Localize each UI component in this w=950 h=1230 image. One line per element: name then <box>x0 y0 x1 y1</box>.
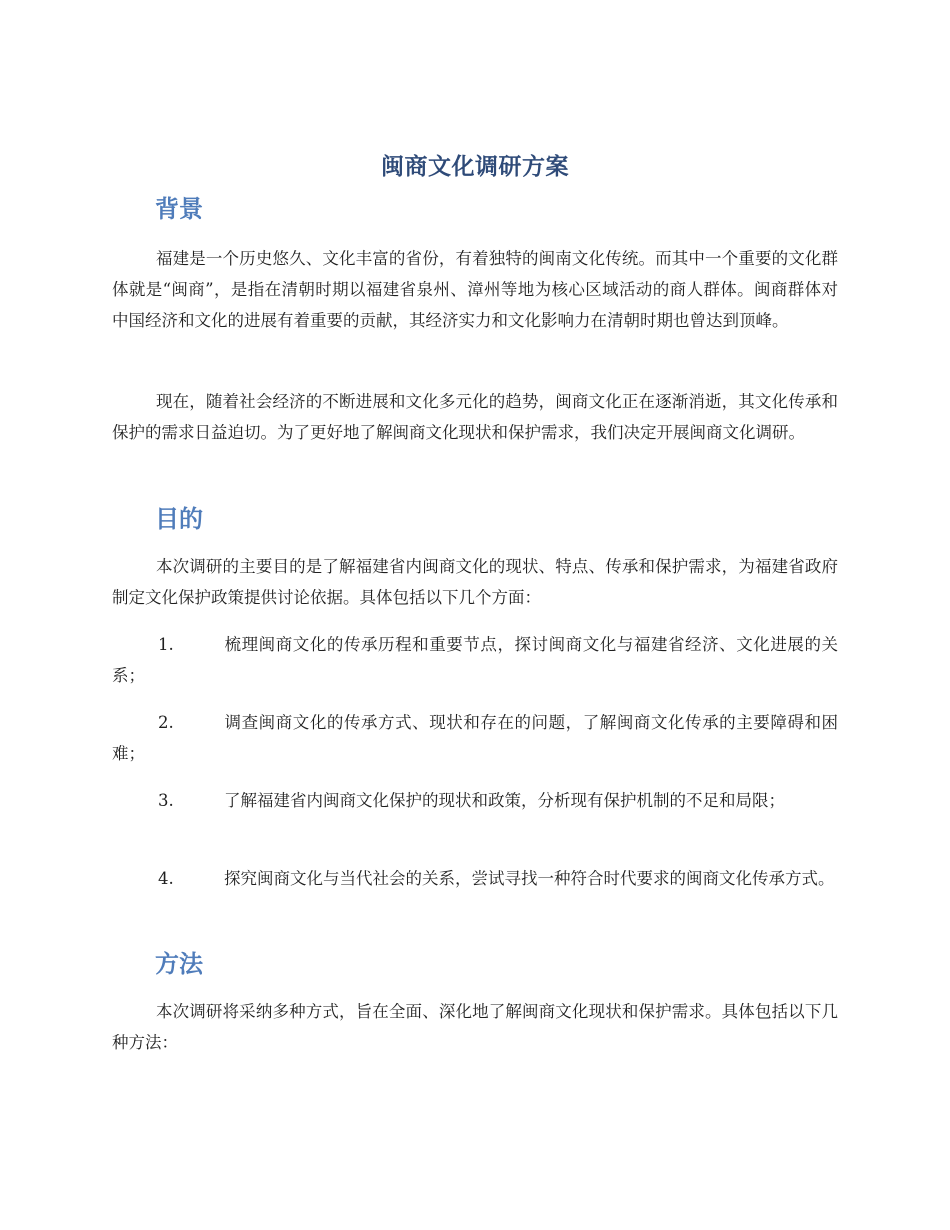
heading-purpose: 目的 <box>155 505 203 533</box>
method-intro: 本次调研将采纳多种方式，旨在全面、深化地了解闽商文化现状和保护需求。具体包括以下几种方法： <box>112 1002 838 1052</box>
list-text: 了解福建省内闽商文化保护的现状和政策，分析现有保护机制的不足和局限； <box>224 791 785 810</box>
list-text: 探究闽商文化与当代社会的关系，尝试寻找一种符合时代要求的闽商文化传承方式。 <box>224 869 835 888</box>
purpose-list-item <box>112 629 838 691</box>
background-paragraph-1: 福建是一个历史悠久、文化丰富的省份，有着独特的闽南文化传统。而其中一个重要的文化群体就是“闽商”，是指在清朝时期以福建省泉州、漳州等地为核心区域活动的商人群体。闽商群体对中国经济和文化的进展有着重要的贡献，其经济实力和文化影响力在清朝时期也曾达到顶峰。 <box>112 249 838 330</box>
heading-background: 背景 <box>155 195 203 223</box>
list-text: 调查闽商文化的传承方式、现状和存在的问题，了解闽商文化传承的主要障碍和困难； <box>112 713 838 763</box>
list-number: 2. <box>158 713 174 732</box>
list-text: 梳理闽商文化的传承历程和重要节点，探讨闽商文化与福建省经济、文化进展的关系； <box>112 635 838 685</box>
purpose-list-item <box>112 707 838 769</box>
heading-method: 方法 <box>155 950 203 978</box>
background-paragraph-2: 现在，随着社会经济的不断进展和文化多元化的趋势，闽商文化正在逐渐消逝，其文化传承和保护的需求日益迫切。为了更好地了解闽商文化现状和保护需求，我们决定开展闽商文化调研。 <box>112 392 838 442</box>
list-number: 1. <box>158 635 174 654</box>
document-title: 闽商文化调研方案 <box>381 154 569 180</box>
purpose-list-item <box>112 785 838 816</box>
purpose-list-item <box>112 863 838 894</box>
list-number: 4. <box>158 869 174 888</box>
purpose-intro: 本次调研的主要目的是了解福建省内闽商文化的现状、特点、传承和保护需求，为福建省政府制定文化保护政策提供讨论依据。具体包括以下几个方面： <box>112 557 838 607</box>
list-number: 3. <box>158 791 174 810</box>
